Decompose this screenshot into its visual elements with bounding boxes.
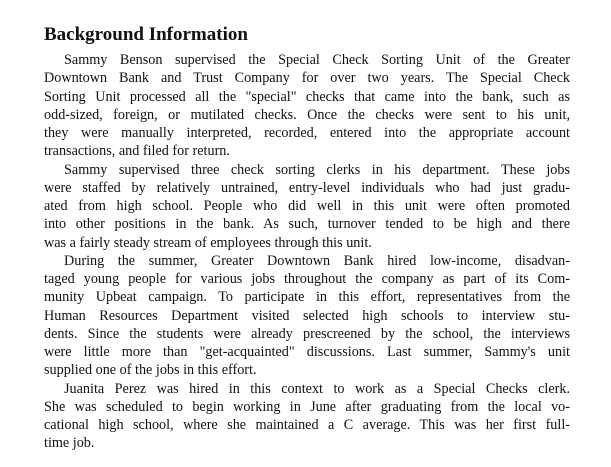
text-line: time job. xyxy=(44,435,95,452)
text-line: Sorting Unit processed all the "special" checks that came into the bank, such as xyxy=(44,88,570,105)
text-line: were staffed by relatively untrained, entry-level individuals who had just gradu- xyxy=(44,179,570,196)
text-line: into other positions in the bank. As such, turnover tended to be high and there xyxy=(44,216,570,233)
paragraph-first-line: Sammy Benson supervised the Special Check Sorting Unit of the Greater xyxy=(64,52,570,68)
text-line: Downtown Bank and Trust Company for over two years. The Special Check xyxy=(44,70,570,87)
text-line: ated from high school. People who did well in this unit were often promoted xyxy=(44,198,570,214)
text-line: supplied one of the jobs in this effort. xyxy=(44,362,257,379)
paragraph-first-line: Sammy supervised three check sorting clerks in his department. These jobs xyxy=(64,161,570,178)
text-line: She was scheduled to begin working in June after graduating from the local vo- xyxy=(44,398,570,415)
text-line: dents. Since the students were already prescreened by the school, the interviews xyxy=(44,325,570,342)
paragraph-first-line: During the summer, Greater Downtown Bank hired low-income, disadvan- xyxy=(64,252,570,269)
text-line: were little more than "get-acquainted" discussions. Last summer, Sammy's unit xyxy=(44,344,570,360)
text-line: they were manually interpreted, recorded, entered into the appropriate account xyxy=(44,125,570,141)
text-line: was a fairly steady stream of employees through this unit. xyxy=(44,234,372,251)
text-line: munity Upbeat campaign. To participate in this effort, representatives from the xyxy=(44,289,570,306)
text-line: taged young people for various jobs throughout the company as part of its Com- xyxy=(44,271,570,287)
text-line: transactions, and filed for return. xyxy=(44,143,230,160)
text-line: odd-sized, foreign, or mutilated checks. Once the checks were sent to his unit, xyxy=(44,106,570,123)
paragraph-first-line: Juanita Perez was hired in this context to work as a Special Checks clerk. xyxy=(64,380,570,397)
text-line: cational high school, where she maintained a C average. This was her first full- xyxy=(44,417,570,433)
section-heading: Background Information xyxy=(44,24,248,45)
text-line: Human Resources Department visited selected high schools to interview stu- xyxy=(44,307,570,324)
